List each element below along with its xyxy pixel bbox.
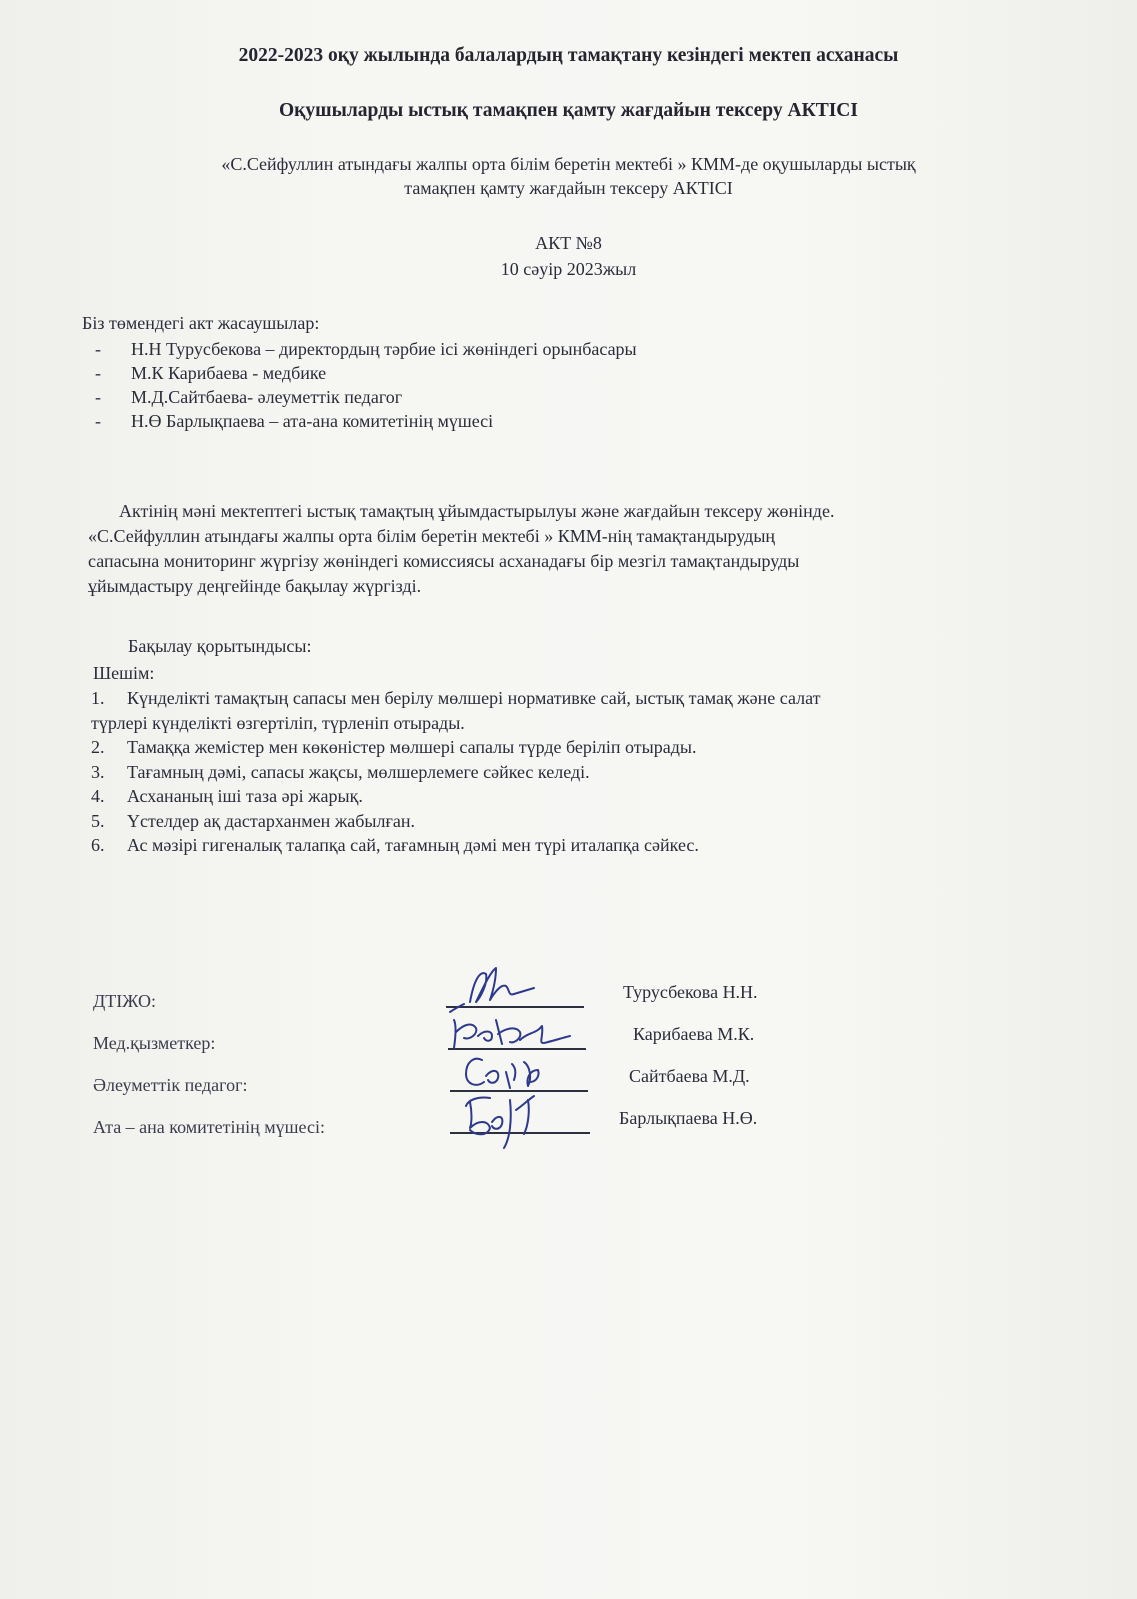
signature-role: Ата – ана комитетінің мүшесі: bbox=[93, 1117, 325, 1137]
signatory-name: Барлықпаева Н.Ө. bbox=[619, 1108, 758, 1128]
decision-text: Тағамның дәмі, сапасы жақсы, мөлшерлемеге сәйкес келеді. bbox=[127, 761, 590, 782]
member-text: М.Д.Сайтбаева- әлеуметтік педагог bbox=[131, 387, 403, 407]
decision-list bbox=[91, 686, 821, 858]
decision-text: Тамаққа жемістер мен көкөністер мөлшері сапалы түрде беріліп отырады. bbox=[127, 737, 697, 757]
decision-number: 5. bbox=[91, 810, 105, 831]
act-date: 10 сәуір 2023жыл bbox=[500, 259, 637, 279]
signature-role: Әлеуметтік педагог: bbox=[93, 1075, 248, 1095]
decision-item bbox=[91, 809, 821, 834]
decision-text: Күнделікті тамақтың сапасы мен берілу мөлшері нормативке сай, ыстық тамақ және салат bbox=[127, 688, 821, 708]
signature-3-stroke bbox=[466, 1059, 539, 1088]
decision-text: Ас мәзірі гигеналық талапқа сай, тағамның дәмі мен түрі италапқа сәйкес. bbox=[127, 835, 699, 855]
signature-4-stroke bbox=[466, 1096, 534, 1148]
member-text: Н.Ө Барлықпаева – ата-ана комитетінің мүшесі bbox=[131, 411, 494, 431]
decision-number: 1. bbox=[91, 688, 105, 708]
signatory-name: Турусбекова Н.Н. bbox=[623, 982, 758, 1002]
member-dash: - bbox=[95, 363, 101, 383]
signatory-name: Сайтбаева М.Д. bbox=[629, 1066, 750, 1086]
decision-number: 2. bbox=[91, 737, 105, 757]
subtitle-line: «С.Сейфуллин атындағы жалпы орта білім беретін мектебі » КММ-де оқушыларды ыстық bbox=[221, 154, 916, 174]
member-item bbox=[95, 385, 637, 409]
decision-number: 3. bbox=[91, 761, 105, 782]
decision-item-continuation: түрлері күнделікті өзгертіліп, түрленіп отырады. bbox=[91, 712, 465, 733]
member-text: М.К Карибаева - медбике bbox=[131, 363, 327, 383]
decision-item bbox=[91, 686, 821, 711]
decision-number: 6. bbox=[91, 835, 105, 855]
decision-text: Асхананың іші таза әрі жарық. bbox=[127, 786, 363, 806]
decision-text: Үстелдер ақ дастарханмен жабылған. bbox=[127, 810, 415, 831]
paragraph-line: сапасына мониторинг жүргізу жөніндегі комиссиясы асханадағы бір мезгіл тамақтандыруды bbox=[88, 551, 800, 571]
signature-1-stroke bbox=[470, 968, 534, 1002]
member-text: Н.Н Турусбекова – директордың тәрбие ісі жөніндегі орынбасары bbox=[131, 339, 637, 359]
decision-item bbox=[91, 760, 821, 785]
signature-role: ДТІЖО: bbox=[93, 991, 156, 1011]
act-number-date bbox=[0, 230, 1137, 282]
decision-item bbox=[91, 833, 821, 858]
act-number: АКТ №8 bbox=[535, 233, 602, 253]
member-dash: - bbox=[95, 387, 101, 407]
signature-role: Мед.қызметкер: bbox=[93, 1033, 216, 1053]
member-dash: - bbox=[95, 411, 101, 431]
signature-2-stroke bbox=[450, 1004, 570, 1048]
paragraph-line: ұйымдастыру деңгейінде бақылау жүргізді. bbox=[88, 576, 422, 596]
decision-item bbox=[91, 784, 821, 809]
decision-label: Шешім: bbox=[93, 663, 155, 683]
subtitle-line: тамақпен қамту жағдайын тексеру АКТІСІ bbox=[404, 178, 733, 198]
document-title: 2022-2023 оқу жылында балалардың тамақтану кезіндегі мектеп асханасы bbox=[238, 45, 899, 66]
member-item bbox=[95, 337, 637, 361]
decision-number: 4. bbox=[91, 786, 105, 806]
act-subtitle bbox=[0, 152, 1137, 200]
act-heading: Оқушыларды ыстық тамақпен қамту жағдайын тексеру АКТІСІ bbox=[279, 100, 858, 121]
members-intro: Біз төмендегі акт жасаушылар: bbox=[82, 313, 320, 333]
results-label: Бақылау қорытындысы: bbox=[128, 636, 312, 656]
act-purpose-paragraph bbox=[88, 499, 1058, 599]
member-item bbox=[95, 361, 637, 385]
handwritten-signatures bbox=[430, 950, 600, 1165]
paragraph-line: «С.Сейфуллин атындағы жалпы орта білім беретін мектебі » КММ-нің тамақтандырудың bbox=[88, 526, 776, 546]
paragraph-line: Актінің мәні мектептегі ыстық тамақтың ұйымдастырылуы және жағдайын тексеру жөнінде. bbox=[119, 501, 835, 521]
signatory-name: Карибаева М.К. bbox=[633, 1024, 755, 1044]
member-item bbox=[95, 409, 637, 433]
member-dash: - bbox=[95, 339, 101, 359]
members-list bbox=[95, 337, 637, 433]
decision-item bbox=[91, 735, 821, 760]
